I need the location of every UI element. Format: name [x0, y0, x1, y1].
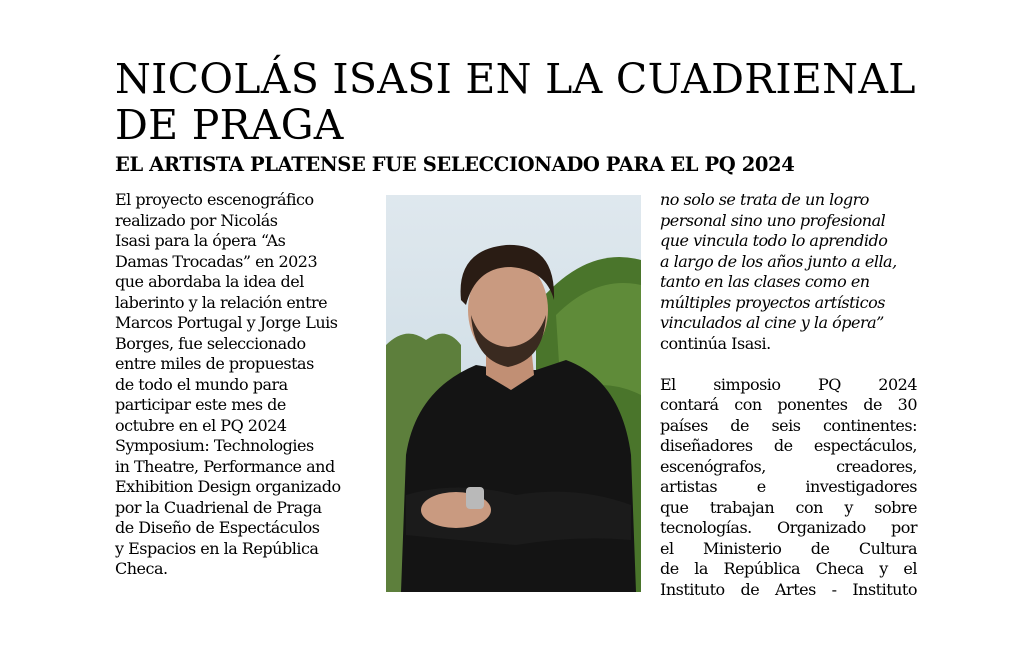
quote-line: personal sino uno profesional	[660, 210, 886, 230]
body-line: diseñadores de espectáculos,	[660, 436, 917, 455]
quote-line: que vincula todo lo aprendido	[660, 231, 888, 250]
left-line: laberinto y la relación entre	[115, 292, 328, 312]
left-line: de todo el mundo para	[115, 374, 288, 394]
left-line: El proyecto escenográfico	[115, 190, 314, 209]
quote-attribution: continúa Isasi.	[660, 333, 771, 353]
quote-line: vinculados al cine y la ópera”	[660, 313, 884, 332]
article-title: NICOLÁS ISASI EN LA CUADRIENAL DE PRAGA	[115, 55, 916, 149]
quote-line: múltiples proyectos artísticos	[660, 292, 885, 312]
left-line: octubre en el PQ 2024	[115, 415, 287, 435]
portrait-photo	[386, 195, 641, 592]
left-line: que abordaba la idea del	[115, 272, 304, 291]
left-line: Symposium: Technologies	[115, 436, 314, 455]
left-line: participar este mes de	[115, 395, 286, 414]
body-line: países de seis continentes:	[660, 415, 917, 435]
left-line: Marcos Portugal y Jorge Luis	[115, 313, 338, 332]
article-subtitle: EL ARTISTA PLATENSE FUE SELECCIONADO PARA EL PQ 2024	[115, 153, 795, 176]
body-line: escenógrafos, creadores,	[660, 456, 917, 476]
body-line: que trabajan con y sobre	[660, 497, 917, 517]
body-line: El simposio PQ 2024	[660, 374, 917, 394]
left-column	[115, 190, 377, 580]
left-line: por la Cuadrienal de Praga	[115, 497, 322, 517]
left-line: realizado por Nicolás	[115, 210, 278, 230]
left-line: y Espacios en la República	[115, 538, 319, 558]
body-line: contará con ponentes de 30	[660, 395, 917, 414]
quote-line: a largo de los años junto a ella,	[660, 251, 897, 271]
left-line: entre miles de propuestas	[115, 354, 314, 373]
body-line: tecnologías. Organizado por	[660, 518, 917, 537]
quote-line: no solo se trata de un logro	[660, 190, 869, 209]
left-line: Checa.	[115, 559, 168, 578]
body-line: de la República Checa y el	[660, 559, 917, 578]
left-line: Damas Trocadas” en 2023	[115, 251, 318, 271]
left-line: in Theatre, Performance and	[115, 456, 335, 476]
quote-line: tanto en las clases como en	[660, 272, 870, 291]
paragraph-gap	[660, 354, 917, 375]
left-line: Isasi para la ópera “As	[115, 231, 286, 250]
right-column	[660, 190, 917, 600]
left-line: de Diseño de Espectáculos	[115, 518, 320, 537]
left-line: Borges, fue seleccionado	[115, 333, 306, 353]
body-line: artistas e investigadores	[660, 477, 917, 496]
body-line: Instituto de Artes - Instituto	[660, 579, 917, 599]
body-line: el Ministerio de Cultura	[660, 538, 917, 558]
left-line: Exhibition Design organizado	[115, 477, 341, 496]
